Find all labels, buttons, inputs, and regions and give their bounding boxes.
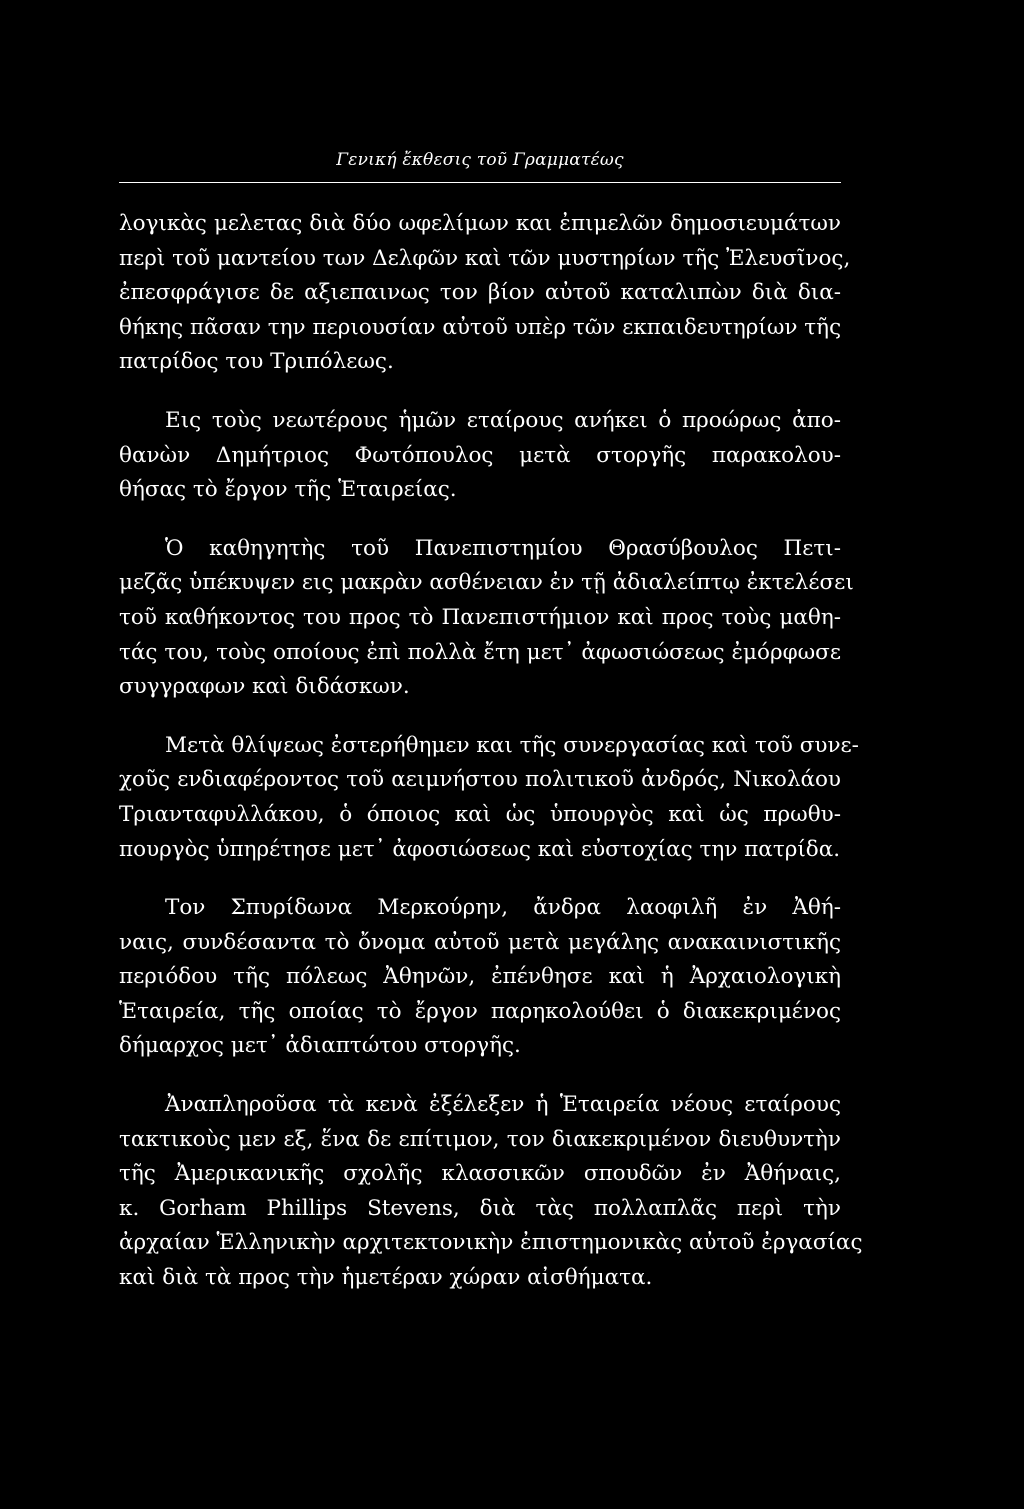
text-line: θήκης πᾶσαν την περιουσίαν αὐτοῦ υπὲρ τῶν εκπαιδευτηρίων τῆς: [119, 314, 842, 340]
text-line: λογικὰς μελετας διὰ δύο ωφελίμων και ἐπιμελῶν δημοσιευμάτων: [119, 211, 841, 236]
text-line: ναις, συνδέσαντα τὸ ὄνομα αὐτοῦ μετὰ μεγάλης ανακαινιστικῆς: [119, 929, 841, 955]
text-line: Μετὰ θλίψεως ἐστερήθημεν και τῆς συνεργασίας καὶ τοῦ συνε-: [165, 732, 859, 758]
text-line: χοῦς ενδιαφέροντος τοῦ αειμνήστου πολιτικοῦ ἀνδρός, Νικολάου: [119, 767, 841, 793]
text-line: κ. Gorham Phillips Stevens, διὰ τὰς πολλαπλᾶς περὶ τὴν: [119, 1195, 841, 1221]
text-line: συγγραφων καὶ διδάσκων.: [119, 674, 410, 700]
text-line: Ὁ καθηγητὴς τοῦ Πανεπιστημίου Θρασύβουλος Πετι-: [165, 535, 841, 561]
text-line: τακτικοὺς μεν εξ, ἕνα δε επίτιμον, τον διακεκριμένον διευθυντὴν: [119, 1126, 841, 1152]
text-line: Τον Σπυρίδωνα Μερκούρην, ἄνδρα λαοφιλῆ ἐν Ἀθή-: [165, 895, 841, 921]
text-line: πουργὸς ὑπηρέτησε μετ᾽ ἀφοσιώσεως καὶ εὐστοχίας την πατρίδα.: [119, 836, 841, 862]
text-line: καὶ διὰ τὰ προς τὴν ἡμετέραν χώραν αἰσθήματα.: [119, 1265, 653, 1291]
paragraph-2: [119, 404, 841, 508]
text-line: τάς του, τοὺς οποίους ἐπὶ πολλὰ ἔτη μετ᾽ ἀφωσιώσεως ἐμόρφωσε: [119, 639, 841, 665]
text-line: περιόδου τῆς πόλεως Ἀθηνῶν, ἐπένθησε καὶ ἡ Ἀρχαιολογικὴ: [119, 964, 841, 990]
paragraph-5: [119, 891, 841, 1064]
text-line: τῆς Ἀμερικανικῆς σχολῆς κλασσικῶν σπουδῶν ἐν Ἀθήναις,: [119, 1161, 841, 1187]
text-line: ἐπεσφράγισε δε αξιεπαινως τον βίον αὐτοῦ καταλιπὼν διὰ δια-: [119, 280, 841, 306]
header-rule: [119, 182, 841, 183]
text-line: Τριανταφυλλάκου, ὁ όποιος καὶ ὡς ὑπουργὸς καὶ ὡς πρωθυ-: [119, 801, 841, 827]
text-line: Ἑταιρεία, τῆς οποίας τὸ ἔργον παρηκολούθει ὁ διακεκριμένος: [119, 998, 841, 1024]
paragraph-1: [119, 207, 851, 380]
text-line: περὶ τοῦ μαντείου των Δελφῶν καὶ τῶν μυστηρίων τῆς Ἐλευσῖνος,: [119, 245, 851, 271]
text-line: πατρίδος του Τριπόλεως.: [119, 349, 394, 375]
text-line: Ἀναπληροῦσα τὰ κενὰ ἐξέλεξεν ἡ Ἑταιρεία νέους εταίρους: [165, 1092, 841, 1118]
text-line: ἀρχαίαν Ἑλληνικὴν αρχιτεκτονικὴν ἐπιστημονικὰς αὐτοῦ ἐργασίας: [119, 1230, 863, 1256]
text-line: θανὼν Δημήτριος Φωτόπουλος μετὰ στοργῆς παρακολου-: [119, 442, 841, 468]
paragraph-4: [119, 729, 859, 867]
page: [119, 150, 863, 1320]
text-line: μεζᾶς ὑπέκυψεν εις μακρὰν ασθένειαν ἐν τῇ ἀδιαλείπτῳ ἐκτελέσει: [119, 570, 854, 596]
text-line: δήμαρχος μετ᾽ ἀδιαπτώτου στοργῆς.: [119, 1033, 521, 1059]
text-line: τοῦ καθήκοντος του προς τὸ Πανεπιστήμιον καὶ προς τοὺς μαθη-: [119, 604, 841, 630]
running-head: Γενική ἔκθεσις τοῦ Γραμματέως: [336, 150, 624, 170]
text-line: Εις τοὺς νεωτέρους ἡμῶν εταίρους ανήκει ὁ προώρως ἀπο-: [165, 407, 841, 433]
paragraph-3: [119, 532, 854, 705]
text-line: θήσας τὸ ἔργον τῆς Ἑταιρείας.: [119, 477, 457, 503]
paragraph-6: [119, 1088, 863, 1296]
